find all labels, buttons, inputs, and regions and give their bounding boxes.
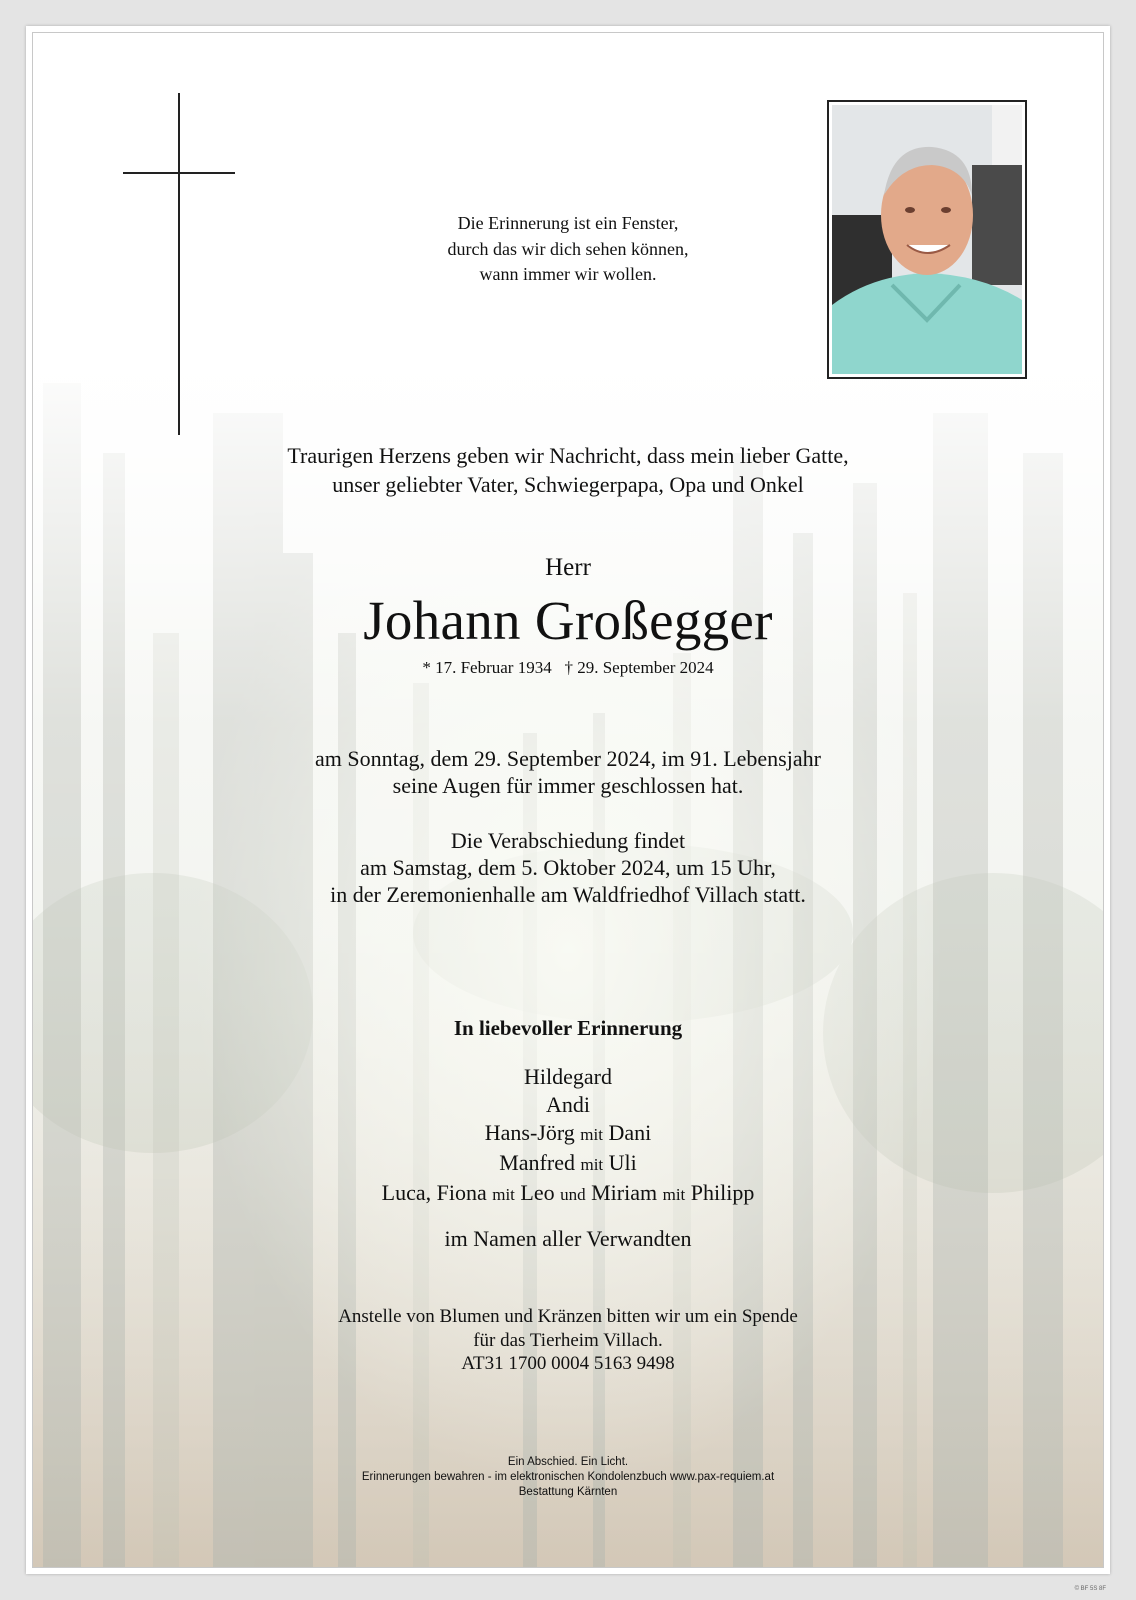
- farewell-details: [33, 827, 1103, 908]
- relatives-note: im Namen aller Verwandten: [444, 1226, 692, 1251]
- footer-line: Ein Abschied. Ein Licht.: [507, 1456, 629, 1468]
- quote-line: wann immer wir wollen.: [479, 264, 657, 284]
- donation-request: [33, 1305, 1103, 1376]
- family-connector: mit: [580, 1125, 603, 1144]
- family-name: Hans-Jörg: [484, 1120, 575, 1145]
- family-connector: mit: [492, 1185, 515, 1204]
- family-list: [33, 1063, 1103, 1209]
- cross-icon-horizontal: [123, 172, 235, 174]
- footer-note: [33, 1455, 1103, 1500]
- family-name: Dani: [608, 1120, 652, 1145]
- farewell-line: in der Zeremonienhalle am Waldfriedhof Villach statt.: [330, 882, 806, 907]
- deceased-name: Johann Großegger: [363, 590, 773, 651]
- quote-line: Die Erinnerung ist ein Fenster,: [457, 213, 679, 233]
- family-member: [33, 1149, 1103, 1179]
- deceased-title: Herr: [545, 554, 591, 581]
- death-notice-line: am Sonntag, dem 29. September 2024, im 91. Lebensjahr: [315, 746, 821, 771]
- family-name: Leo: [520, 1180, 555, 1205]
- footer-link-text: Erinnerungen bewahren - im elektronischen Kondolenzbuch www.pax-requiem.at: [361, 1471, 775, 1483]
- death-notice: [33, 745, 1103, 799]
- family-name: Uli: [608, 1150, 637, 1175]
- intro-line: unser geliebter Vater, Schwiegerpapa, Opa und Onkel: [332, 472, 804, 497]
- family-name: Manfred: [499, 1150, 575, 1175]
- family-name: Luca, Fiona: [381, 1180, 487, 1205]
- memorial-quote: [33, 211, 1103, 288]
- family-connector: mit: [662, 1185, 686, 1204]
- farewell-line: am Samstag, dem 5. Oktober 2024, um 15 Uhr,: [360, 855, 776, 880]
- family-name: Philipp: [690, 1180, 755, 1205]
- memory-heading: In liebevoller Erinnerung: [453, 1016, 683, 1040]
- donation-iban: AT31 1700 0004 5163 9498: [461, 1353, 675, 1374]
- family-member: [33, 1179, 1103, 1209]
- donation-line: für das Tierheim Villach.: [473, 1329, 663, 1351]
- death-notice-line: seine Augen für immer geschlossen hat.: [392, 773, 744, 798]
- family-member: [33, 1119, 1103, 1149]
- life-dates: [33, 657, 1103, 679]
- obituary-card: [26, 26, 1110, 1574]
- farewell-line: Die Verabschiedung findet: [450, 828, 686, 853]
- family-member: Hildegard: [524, 1064, 612, 1089]
- family-name: Miriam: [591, 1180, 658, 1205]
- obituary-frame: [32, 32, 1104, 1568]
- donation-line: Anstelle von Blumen und Kränzen bitten wir um ein Spende: [338, 1306, 798, 1327]
- family-connector: und: [560, 1185, 586, 1204]
- footer-line: Bestattung Kärnten: [518, 1486, 618, 1498]
- intro-line: Traurigen Herzens geben wir Nachricht, dass mein lieber Gatte,: [287, 443, 849, 468]
- printer-imprint: © BF 5S 8F: [1074, 1586, 1106, 1592]
- life-dates-text: * 17. Februar 1934 † 29. September 2024: [422, 658, 714, 677]
- family-connector: mit: [580, 1155, 604, 1174]
- family-member: Andi: [546, 1092, 590, 1117]
- quote-line: durch das wir dich sehen können,: [447, 238, 689, 259]
- announcement-intro: [33, 441, 1103, 499]
